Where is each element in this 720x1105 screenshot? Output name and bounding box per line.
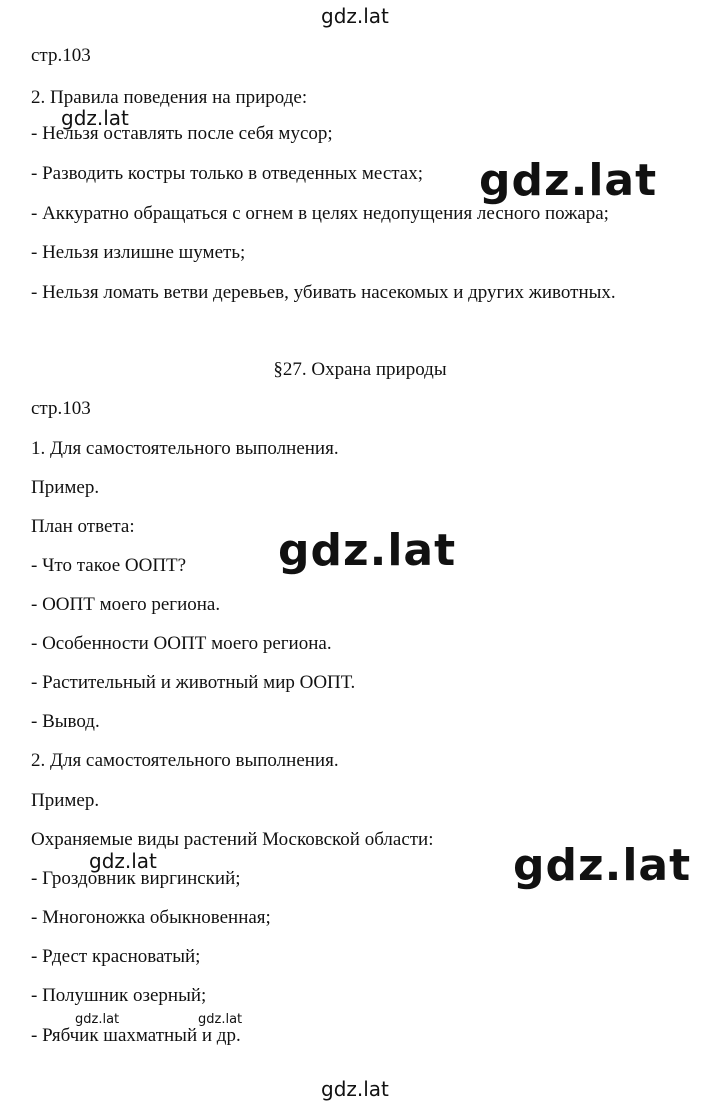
rule-item: - Нельзя ломать ветви деревьев, убивать насекомых и других животных. xyxy=(31,282,616,303)
task1-example: Пример. xyxy=(31,477,100,498)
task2-example: Пример. xyxy=(31,790,100,811)
watermark-tiny-1: gdz.lat xyxy=(75,1012,120,1027)
rule-item: - Нельзя излишне шуметь; xyxy=(31,242,246,263)
species-item: - Полушник озерный; xyxy=(31,985,207,1006)
page-ref-2: стр.103 xyxy=(31,398,91,419)
watermark-big-3: gdz.lat xyxy=(513,840,692,891)
watermark-top: gdz.lat xyxy=(321,4,389,28)
plan-item: - ООПТ моего региона. xyxy=(31,594,221,615)
rules-heading: 2. Правила поведения на природе: xyxy=(31,87,308,108)
watermark-big-1: gdz.lat xyxy=(479,155,658,206)
plan-item: - Растительный и животный мир ООПТ. xyxy=(31,672,356,693)
plan-label: План ответа: xyxy=(31,516,135,537)
rule-item: - Нельзя оставлять после себя мусор; xyxy=(31,123,333,144)
plan-item: - Вывод. xyxy=(31,711,100,732)
page-ref-1: стр.103 xyxy=(31,45,91,66)
species-label: Охраняемые виды растений Московской области: xyxy=(31,829,434,850)
species-item: - Гроздовник виргинский; xyxy=(31,868,241,889)
species-item: - Рябчик шахматный и др. xyxy=(31,1025,241,1046)
watermark-bottom: gdz.lat xyxy=(321,1077,389,1101)
section-title: §27. Охрана природы xyxy=(273,359,447,380)
watermark-small-1: gdz.lat xyxy=(61,106,129,130)
species-item: - Многоножка обыкновенная; xyxy=(31,907,271,928)
watermark-small-2: gdz.lat xyxy=(89,849,157,873)
rule-item: - Аккуратно обращаться с огнем в целях недопущения лесного пожара; xyxy=(31,203,609,224)
watermark-big-2: gdz.lat xyxy=(278,525,457,576)
plan-item: - Что такое ООПТ? xyxy=(31,555,187,576)
task1-heading: 1. Для самостоятельного выполнения. xyxy=(31,438,339,459)
rule-item: - Разводить костры только в отведенных местах; xyxy=(31,163,423,184)
task2-heading: 2. Для самостоятельного выполнения. xyxy=(31,750,339,771)
species-item: - Рдест красноватый; xyxy=(31,946,201,967)
watermark-tiny-2: gdz.lat xyxy=(198,1012,243,1027)
plan-item: - Особенности ООПТ моего региона. xyxy=(31,633,332,654)
